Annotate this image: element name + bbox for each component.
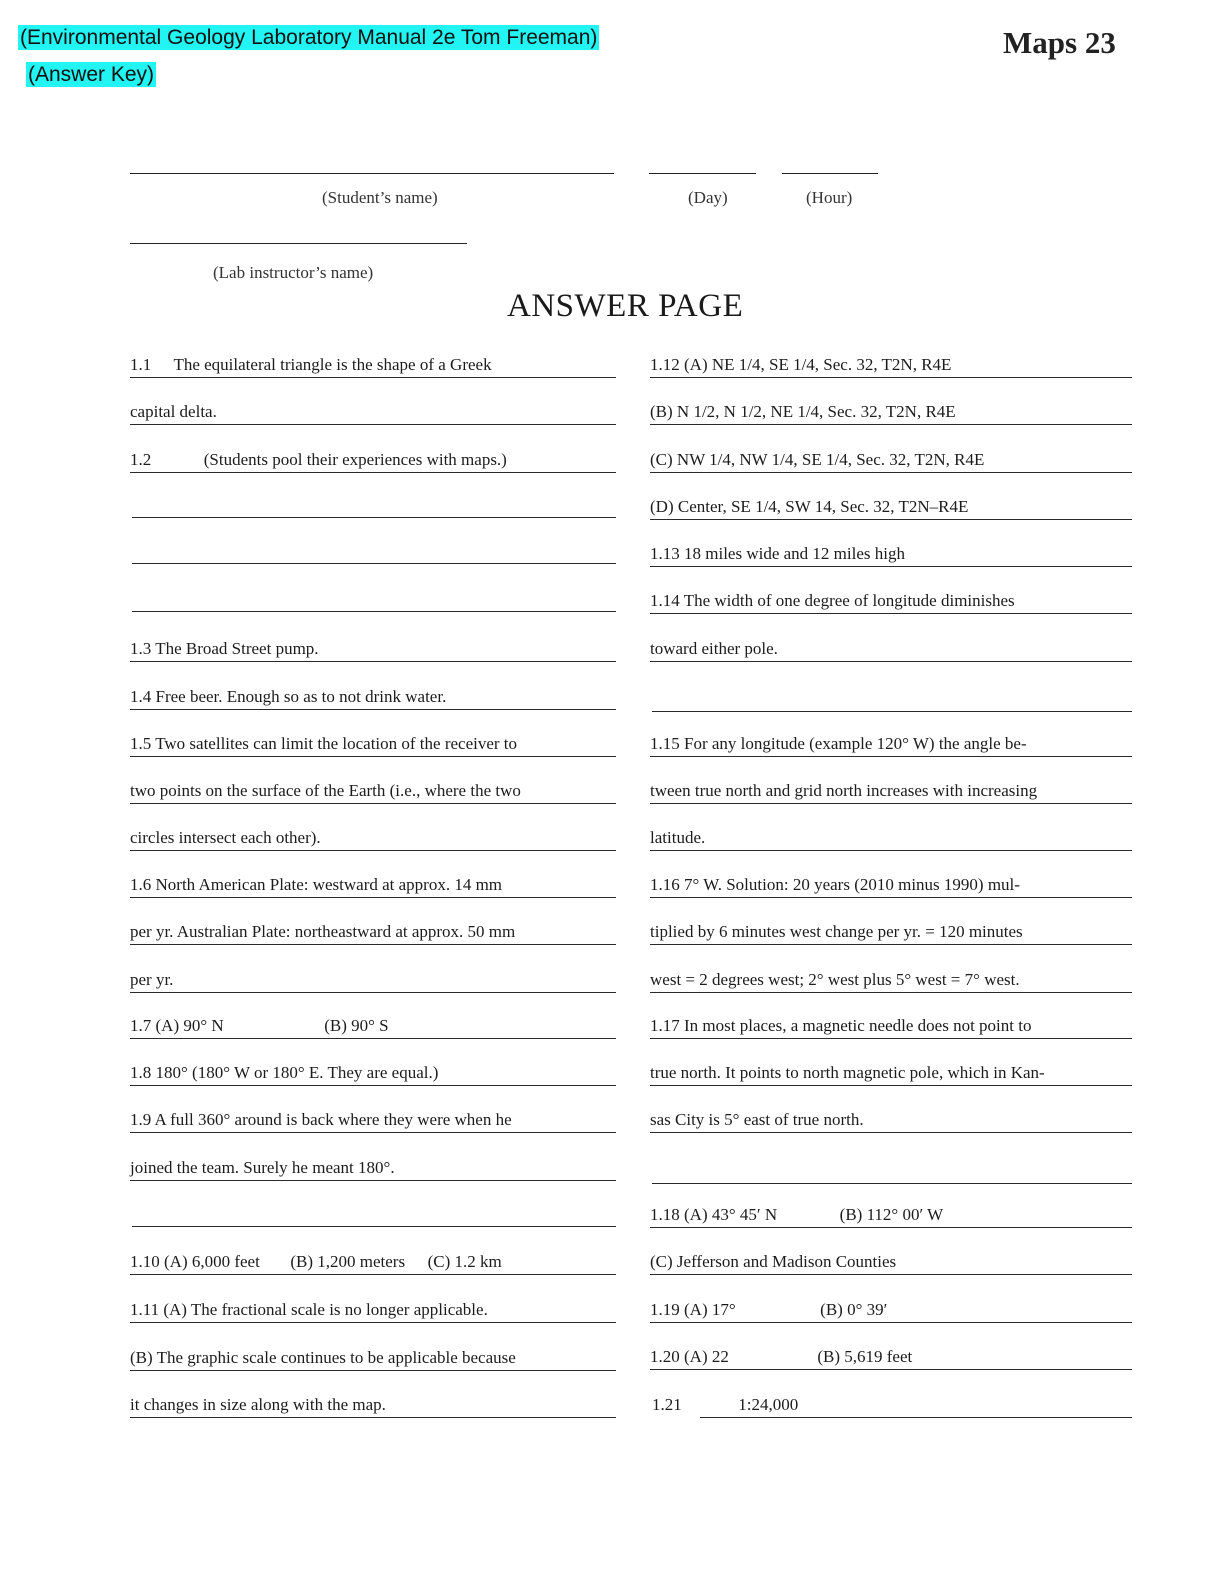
answer-1-10-a: 1.10 (A) 6,000 feet (130, 1252, 260, 1271)
day-caption: (Day) (688, 188, 728, 207)
page-label: Maps 23 (1003, 25, 1116, 60)
student-name-line (130, 173, 614, 174)
answer-number: 1.1 (130, 355, 152, 374)
answer-1-19-b: (B) 0° 39′ (820, 1300, 888, 1319)
answer-1-1-line-2: capital delta. (130, 400, 616, 425)
blank-answer-line (652, 1159, 1132, 1184)
answer-1-11-a: 1.11 (A) The fractional scale is no longer applicable. (130, 1298, 616, 1323)
answer-1-15-line-1: 1.15 For any longitude (example 120° W) the angle be- (650, 732, 1132, 757)
answer-1-18-ab (650, 1203, 1132, 1228)
answer-1-20-b: (B) 5,619 feet (817, 1347, 913, 1366)
answer-1-14-line-1: 1.14 The width of one degree of longitude diminishes (650, 589, 1132, 614)
blank-answer-line (652, 687, 1132, 712)
answer-1-17-line-1: 1.17 In most places, a magnetic needle does not point to (650, 1014, 1132, 1039)
answer-1-7-a: 1.7 (A) 90° N (130, 1016, 224, 1035)
hour-line (782, 173, 878, 174)
answer-1-16-line-2: tiplied by 6 minutes west change per yr. = 120 minutes (650, 920, 1132, 945)
source-highlight-title: (Environmental Geology Laboratory Manual 2e Tom Freeman) (20, 26, 598, 49)
answer-1-8: 1.8 180° (180° W or 180° E. They are equal.) (130, 1061, 616, 1086)
answer-1-15-line-3: latitude. (650, 826, 1132, 851)
answer-1-12-c: (C) NW 1/4, NW 1/4, SE 1/4, Sec. 32, T2N, R4E (650, 448, 1132, 473)
answer-1-5-line-3: circles intersect each other). (130, 826, 616, 851)
page-title: ANSWER PAGE (507, 288, 744, 324)
answer-1-13: 1.13 18 miles wide and 12 miles high (650, 542, 1132, 567)
student-name-caption: (Student’s name) (322, 188, 438, 207)
answer-1-19-a: 1.19 (A) 17° (650, 1300, 736, 1319)
answer-1-1-line-1 (130, 353, 616, 378)
answer-1-12-b: (B) N 1/2, N 1/2, NE 1/4, Sec. 32, T2N, R4E (650, 400, 1132, 425)
answer-1-20 (650, 1345, 1132, 1370)
blank-answer-line (132, 587, 616, 612)
blank-answer-line (132, 1202, 616, 1227)
answer-1-17-line-3: sas City is 5° east of true north. (650, 1108, 1132, 1133)
answer-1-16-line-1: 1.16 7° W. Solution: 20 years (2010 minus 1990) mul- (650, 873, 1132, 898)
answer-1-9-line-1: 1.9 A full 360° around is back where they were when he (130, 1108, 616, 1133)
answer-text: The equilateral triangle is the shape of a Greek (173, 355, 492, 374)
answer-1-4: 1.4 Free beer. Enough so as to not drink water. (130, 685, 616, 710)
answer-1-10-c: (C) 1.2 km (427, 1252, 502, 1271)
answer-1-10-b: (B) 1,200 meters (290, 1252, 406, 1271)
instructor-caption: (Lab instructor’s name) (213, 263, 374, 282)
answer-1-12-d: (D) Center, SE 1/4, SW 14, Sec. 32, T2N–R4E (650, 495, 1132, 520)
day-line (649, 173, 756, 174)
answer-1-18-a: 1.18 (A) 43° 45′ N (650, 1205, 778, 1224)
answer-1-18-b: (B) 112° 00′ W (839, 1205, 944, 1224)
answer-1-7 (130, 1014, 616, 1039)
hour-caption: (Hour) (806, 188, 853, 207)
answer-1-2-line-1 (130, 448, 616, 473)
answer-1-21-number: 1.21 (652, 1395, 682, 1414)
answer-1-12-a: 1.12 (A) NE 1/4, SE 1/4, Sec. 32, T2N, R4E (650, 353, 1132, 378)
answer-number: 1.2 (130, 450, 152, 469)
answer-key-highlight: (Answer Key) (28, 63, 155, 86)
blank-answer-line (132, 493, 616, 518)
answer-1-11-c: it changes in size along with the map. (130, 1393, 616, 1418)
answer-1-14-line-2: toward either pole. (650, 637, 1132, 662)
answer-1-3: 1.3 The Broad Street pump. (130, 637, 616, 662)
answer-1-21-line (700, 1393, 1132, 1418)
answer-1-18-c: (C) Jefferson and Madison Counties (650, 1250, 1132, 1275)
answer-1-20-a: 1.20 (A) 22 (650, 1347, 729, 1366)
answer-1-21-value: 1:24,000 (738, 1395, 799, 1414)
answer-1-11-b: (B) The graphic scale continues to be applicable because (130, 1346, 616, 1371)
answer-1-6-line-2: per yr. Australian Plate: northeastward at approx. 50 mm (130, 920, 616, 945)
answer-1-16-line-3: west = 2 degrees west; 2° west plus 5° west = 7° west. (650, 968, 1132, 993)
instructor-line (130, 243, 467, 244)
answer-1-6-line-3: per yr. (130, 968, 616, 993)
answer-1-10 (130, 1250, 616, 1275)
answer-text: (Students pool their experiences with maps.) (203, 450, 507, 469)
answer-1-5-line-1: 1.5 Two satellites can limit the location of the receiver to (130, 732, 616, 757)
answer-1-7-b: (B) 90° S (324, 1016, 389, 1035)
answer-1-6-line-1: 1.6 North American Plate: westward at approx. 14 mm (130, 873, 616, 898)
answer-1-9-line-2: joined the team. Surely he meant 180°. (130, 1156, 616, 1181)
answer-1-19 (650, 1298, 1132, 1323)
answer-1-15-line-2: tween true north and grid north increases with increasing (650, 779, 1132, 804)
answer-1-17-line-2: true north. It points to north magnetic pole, which in Kan- (650, 1061, 1132, 1086)
blank-answer-line (132, 539, 616, 564)
answer-1-5-line-2: two points on the surface of the Earth (i.e., where the two (130, 779, 616, 804)
